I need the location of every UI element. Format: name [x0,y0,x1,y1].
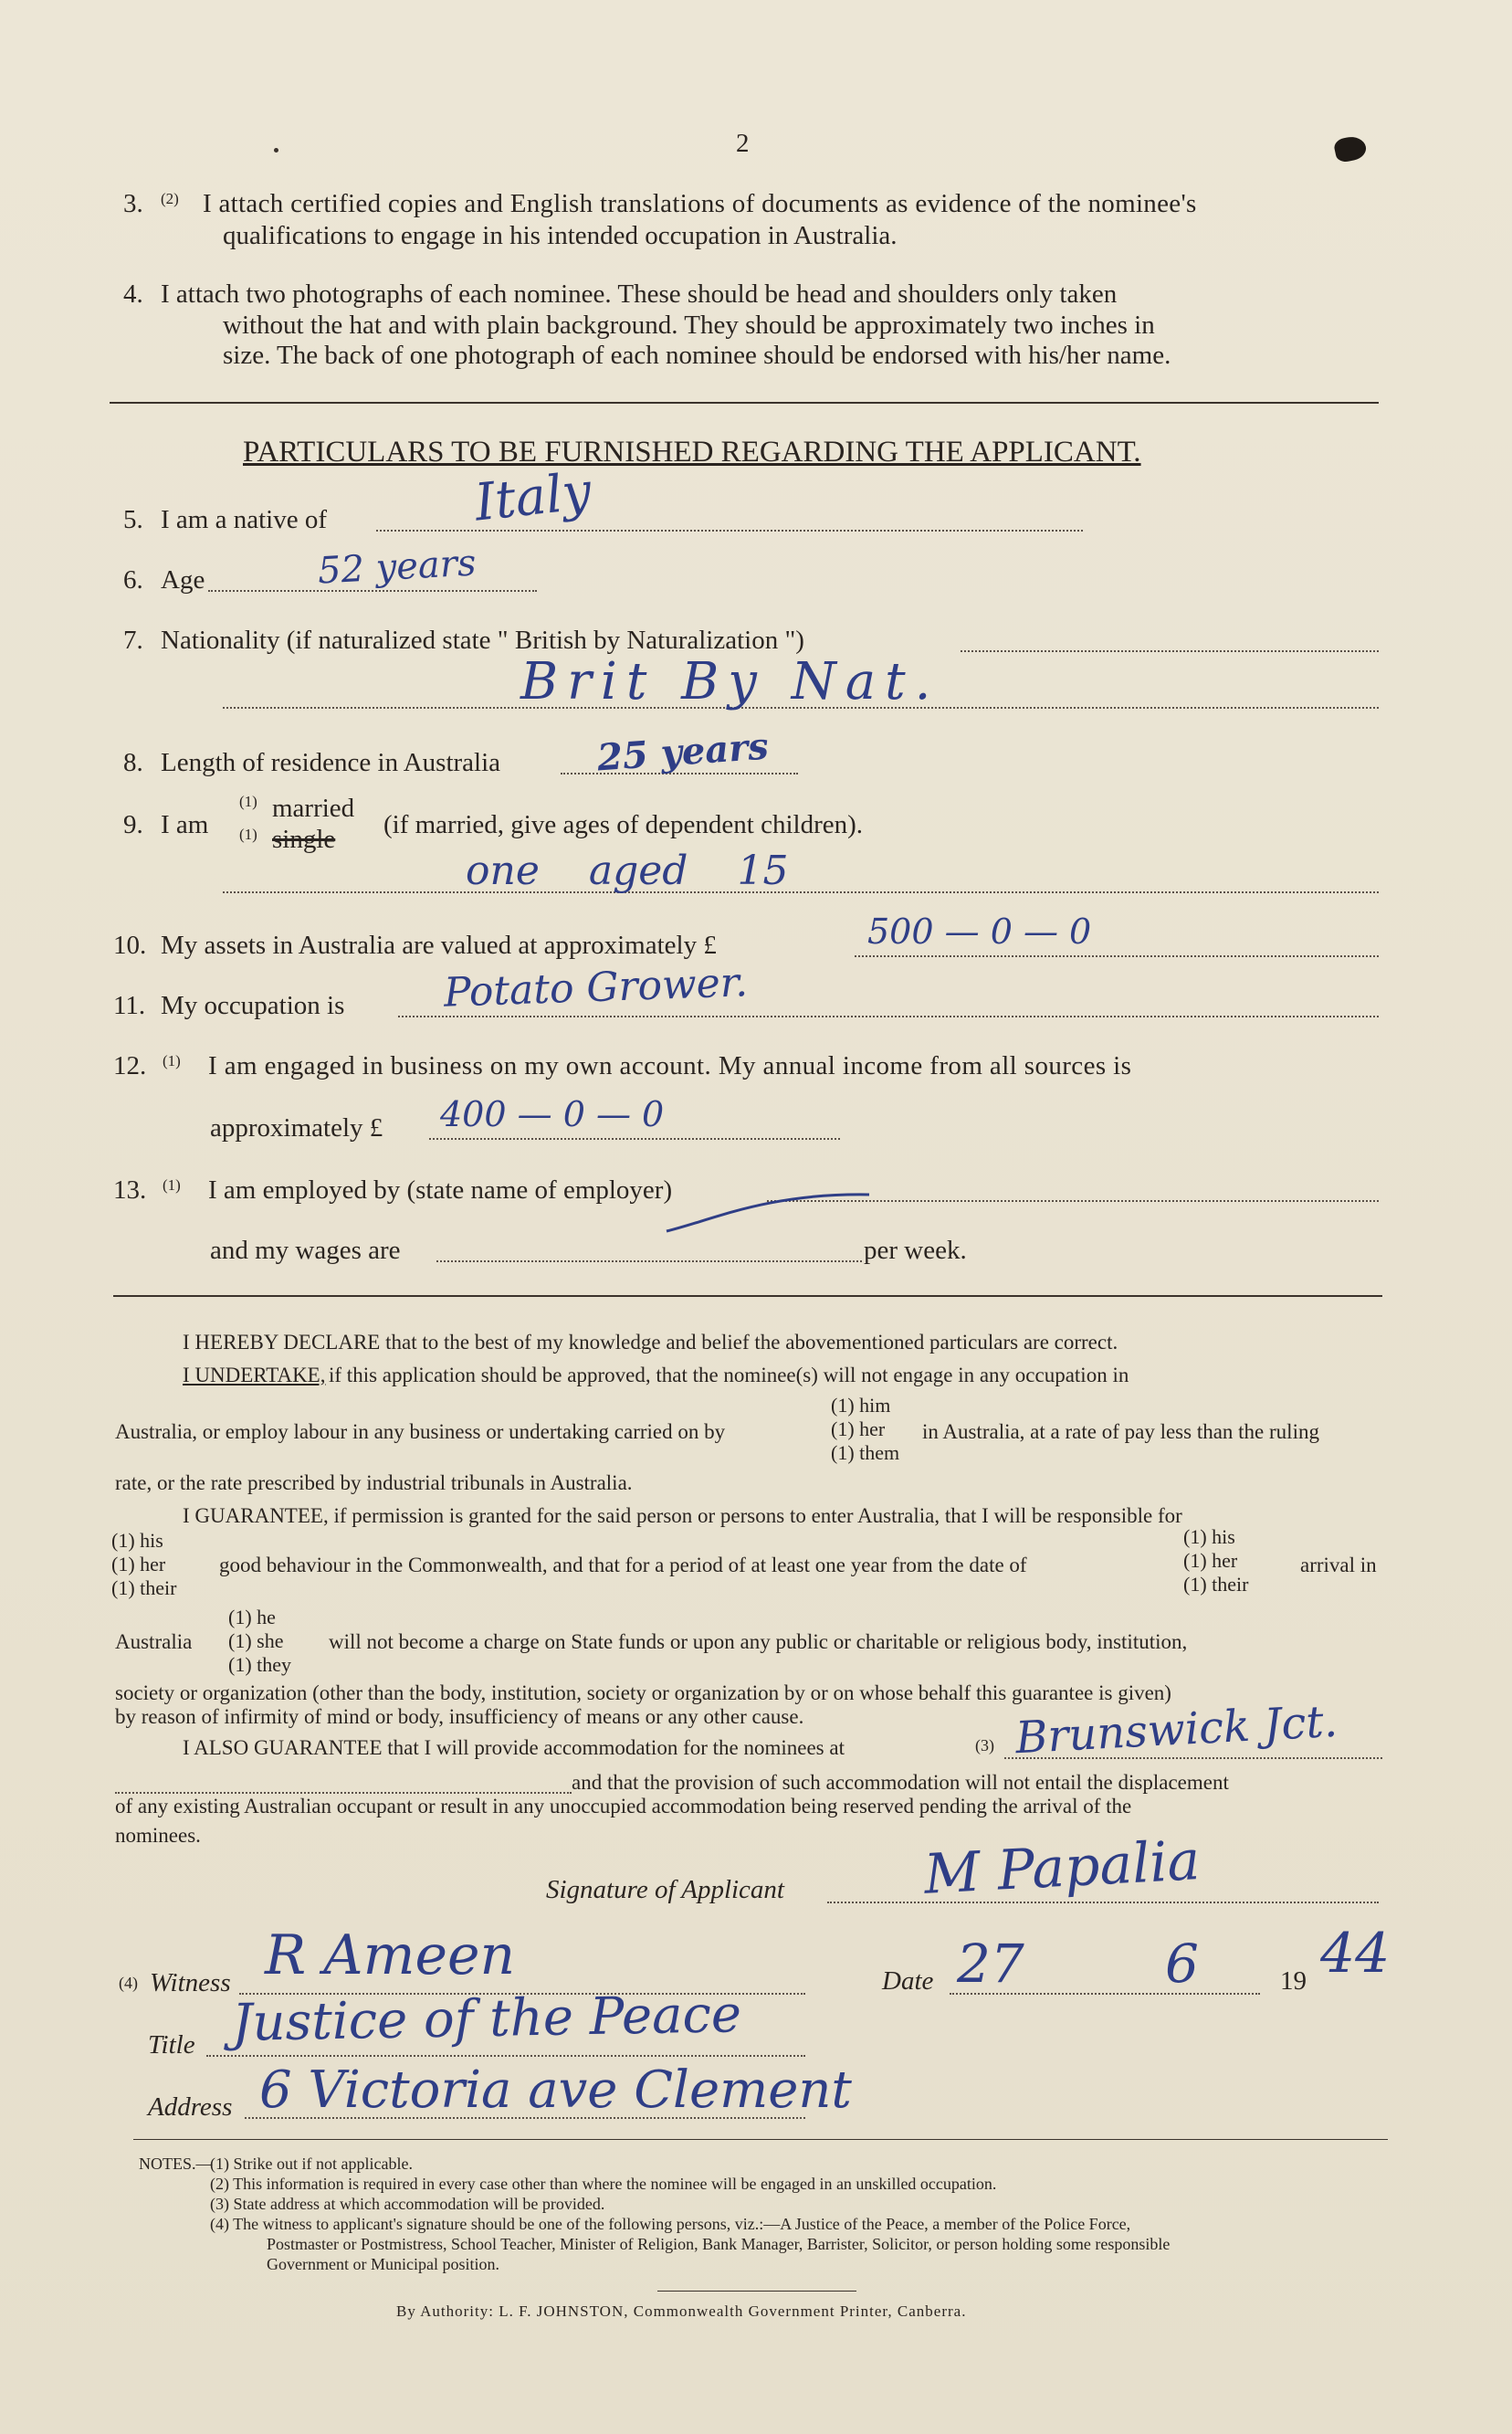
age-value: 52 years [316,542,478,593]
guarantee-text: I GUARANTEE, if permission is granted for the said person or persons to enter Australia, that I will be responsible for [183,1504,1182,1527]
employed-note-mark: (1) [163,1176,181,1194]
note-1: (1) Strike out if not applicable. [210,2155,413,2173]
ink-speck [274,148,278,153]
item-3-note-mark: (2) [161,190,179,207]
guarantee-text-3: arrival in [1300,1554,1377,1576]
income-value: 400 — 0 — 0 [440,1094,665,1134]
guarantee-text-5: society or organization (other than the body, institution, society or organization by or on whose behalf this guarantee is given) [115,1681,1171,1704]
single-mark: (1) [239,826,257,843]
age-label: Age [161,565,205,595]
income-line [429,1138,840,1140]
note-4-cont-2: Government or Municipal position. [267,2255,499,2273]
children-line [223,891,1379,893]
guarantee-pronoun-options-c [228,1606,291,1677]
undertake-text: if this application should be approved, that the nominee(s) will not engage in any occupation in [329,1364,1129,1386]
title-line [206,2055,805,2057]
printer-footer: By Authority: L. F. JOHNSTON, Commonwealth Government Printer, Canberra. [396,2302,967,2320]
accommodation-note-mark: (3) [975,1736,994,1754]
item-13-number: 13. [113,1175,147,1205]
item-4-number: 4. [123,279,143,309]
date-year: 44 [1320,1922,1391,1986]
item-11-number: 11. [113,991,146,1020]
signature-line [827,1902,1379,1903]
date-century: 19 [1280,1966,1307,1996]
guarantee-pronoun-options-a [111,1529,176,1600]
assets-value: 500 — 0 — 0 [867,911,1092,952]
business-label: I am engaged in business on my own account. My annual income from all sources is [208,1051,1132,1080]
wages-line [436,1260,862,1262]
item-4-line1: I attach two photographs of each nominee. These should be head and shoulders only taken [161,279,1118,309]
children-value: one aged 15 [466,848,789,894]
guarantee-text-2: good behaviour in the Commonwealth, and that for a period of at least one year from the date of [219,1554,1027,1576]
pronoun-them: (1) them [831,1441,900,1464]
occupation-value: Potato Grower. [443,959,749,1017]
pronoun-him: (1) him [831,1394,891,1417]
pronoun-her: (1) her [831,1417,886,1440]
pronoun-he: (1) he [228,1606,276,1628]
undertake-pronoun-options [831,1394,899,1465]
item-3-line2: qualifications to engage in his intended occupation in Australia. [223,221,898,250]
item-3-number: 3. [123,189,143,218]
witness-label: Witness [150,1968,231,1997]
pronoun-her-a: (1) her [111,1553,166,1575]
occupation-label: My occupation is [161,991,345,1020]
pronoun-their-a: (1) their [111,1576,177,1599]
age-line [208,590,537,592]
signature-label: Signature of Applicant [546,1875,784,1904]
nationality-label: Nationality (if naturalized state " British by Naturalization ") [161,626,804,655]
married-label-pre: I am [161,810,209,839]
address-value: 6 Victoria ave Clement [259,2060,852,2120]
accommodation-text-4: nominees. [115,1824,201,1847]
date-day: 27 [957,1933,1024,1995]
pronoun-she: (1) she [228,1629,284,1652]
undertake-lead: I UNDERTAKE, [183,1364,326,1386]
title-label: Title [148,2030,195,2060]
footer-rule [657,2291,856,2292]
divider-rule-2 [113,1295,1382,1297]
note-4-cont-1: Postmaster or Postmistress, School Teacher, Minister of Religion, Bank Manager, Barrister, Solicitor, or person holding some responsible [267,2235,1171,2253]
title-value: Justice of the Peace [231,1985,742,2053]
punch-hole-mark [1333,134,1369,164]
residence-label: Length of residence in Australia [161,748,501,777]
pronoun-her-b: (1) her [1183,1549,1238,1572]
guarantee-pronoun-options-b [1183,1525,1248,1596]
married-label-post: (if married, give ages of dependent children). [383,810,864,839]
accommodation-text: I ALSO GUARANTEE that I will provide accommodation for the nominees at [183,1736,845,1759]
item-9-number: 9. [123,810,143,839]
address-label: Address [148,2092,233,2122]
divider-rule-3 [133,2139,1388,2140]
notes-heading: NOTES.— [139,2155,213,2173]
pronoun-his-b: (1) his [1183,1525,1235,1548]
pronoun-his-a: (1) his [111,1529,163,1552]
employed-label: I am employed by (state name of employer) [208,1175,673,1205]
married-option: married [272,794,355,823]
item-3-line1: I attach certified copies and English translations of documents as evidence of the nominee's [203,189,1197,218]
pronoun-their-b: (1) their [1183,1573,1249,1596]
business-note-mark: (1) [163,1052,181,1069]
occupation-line [398,1016,1379,1017]
nationality-value: Brit By Nat. [520,652,940,711]
undertake-text-2: Australia, or employ labour in any business or undertaking carried on by [115,1420,726,1443]
item-12-number: 12. [113,1051,147,1080]
item-4-line3: size. The back of one photograph of each nominee should be endorsed with his/her name. [223,341,1171,370]
accommodation-text-2: and that the provision of such accommodation will not entail the displacement [572,1771,1229,1794]
page-number: 2 [736,129,750,158]
witness-note-mark: (4) [119,1974,138,1992]
guarantee-text-6: by reason of infirmity of mind or body, insufficiency of means or any other cause. [115,1705,804,1728]
business-label-2: approximately £ [210,1113,383,1143]
date-label: Date [882,1966,934,1996]
item-4-line2: without the hat and with plain background. They should be approximately two inches in [223,311,1155,340]
witness-signature: R Ameen [265,1923,516,1987]
applicant-signature: M Papalia [922,1828,1202,1907]
accommodation-text-3: of any existing Australian occupant or result in any unoccupied accommodation being reserved pending the arrival of the [115,1795,1132,1818]
note-3: (3) State address at which accommodation will be provided. [210,2195,605,2213]
employer-strike-stroke [657,1184,877,1238]
undertake-text-4: rate, or the rate prescribed by industrial tribunals in Australia. [115,1471,633,1494]
note-2: (2) This information is required in every case other than where the nominee will be engaged in an unskilled occupation. [210,2175,997,2193]
assets-label: My assets in Australia are valued at approximately £ [161,931,717,960]
native-value: Italy [471,461,594,533]
item-5-number: 5. [123,505,143,534]
per-week-label: per week. [864,1236,967,1265]
declare-text: I HEREBY DECLARE that to the best of my knowledge and belief the abovementioned particulars are correct. [183,1331,1118,1354]
divider-rule [110,402,1379,404]
item-10-number: 10. [113,931,147,960]
note-4: (4) The witness to applicant's signature should be one of the following persons, viz.:—A Justice of the Peace, a member of the Police Force, [210,2215,1131,2233]
undertake-text-3: in Australia, at a rate of pay less than the ruling [922,1420,1319,1443]
item-7-number: 7. [123,626,143,655]
accommodation-value: Brunswick Jct. [1013,1695,1339,1765]
guarantee-australia: Australia [115,1630,193,1653]
item-6-number: 6. [123,565,143,595]
wages-label: and my wages are [210,1236,401,1265]
section-title: PARTICULARS TO BE FURNISHED REGARDING THE APPLICANT. [243,436,1141,469]
pronoun-they: (1) they [228,1653,292,1676]
assets-line [855,955,1379,957]
guarantee-text-4: will not become a charge on State funds or upon any public or charitable or religious body, institution, [329,1630,1188,1653]
nationality-line-1 [961,650,1379,652]
native-label: I am a native of [161,505,327,534]
single-option: single [272,825,336,854]
item-8-number: 8. [123,748,143,777]
residence-value: 25 years [595,724,771,780]
date-month: 6 [1165,1933,1199,1995]
married-mark: (1) [239,793,257,810]
